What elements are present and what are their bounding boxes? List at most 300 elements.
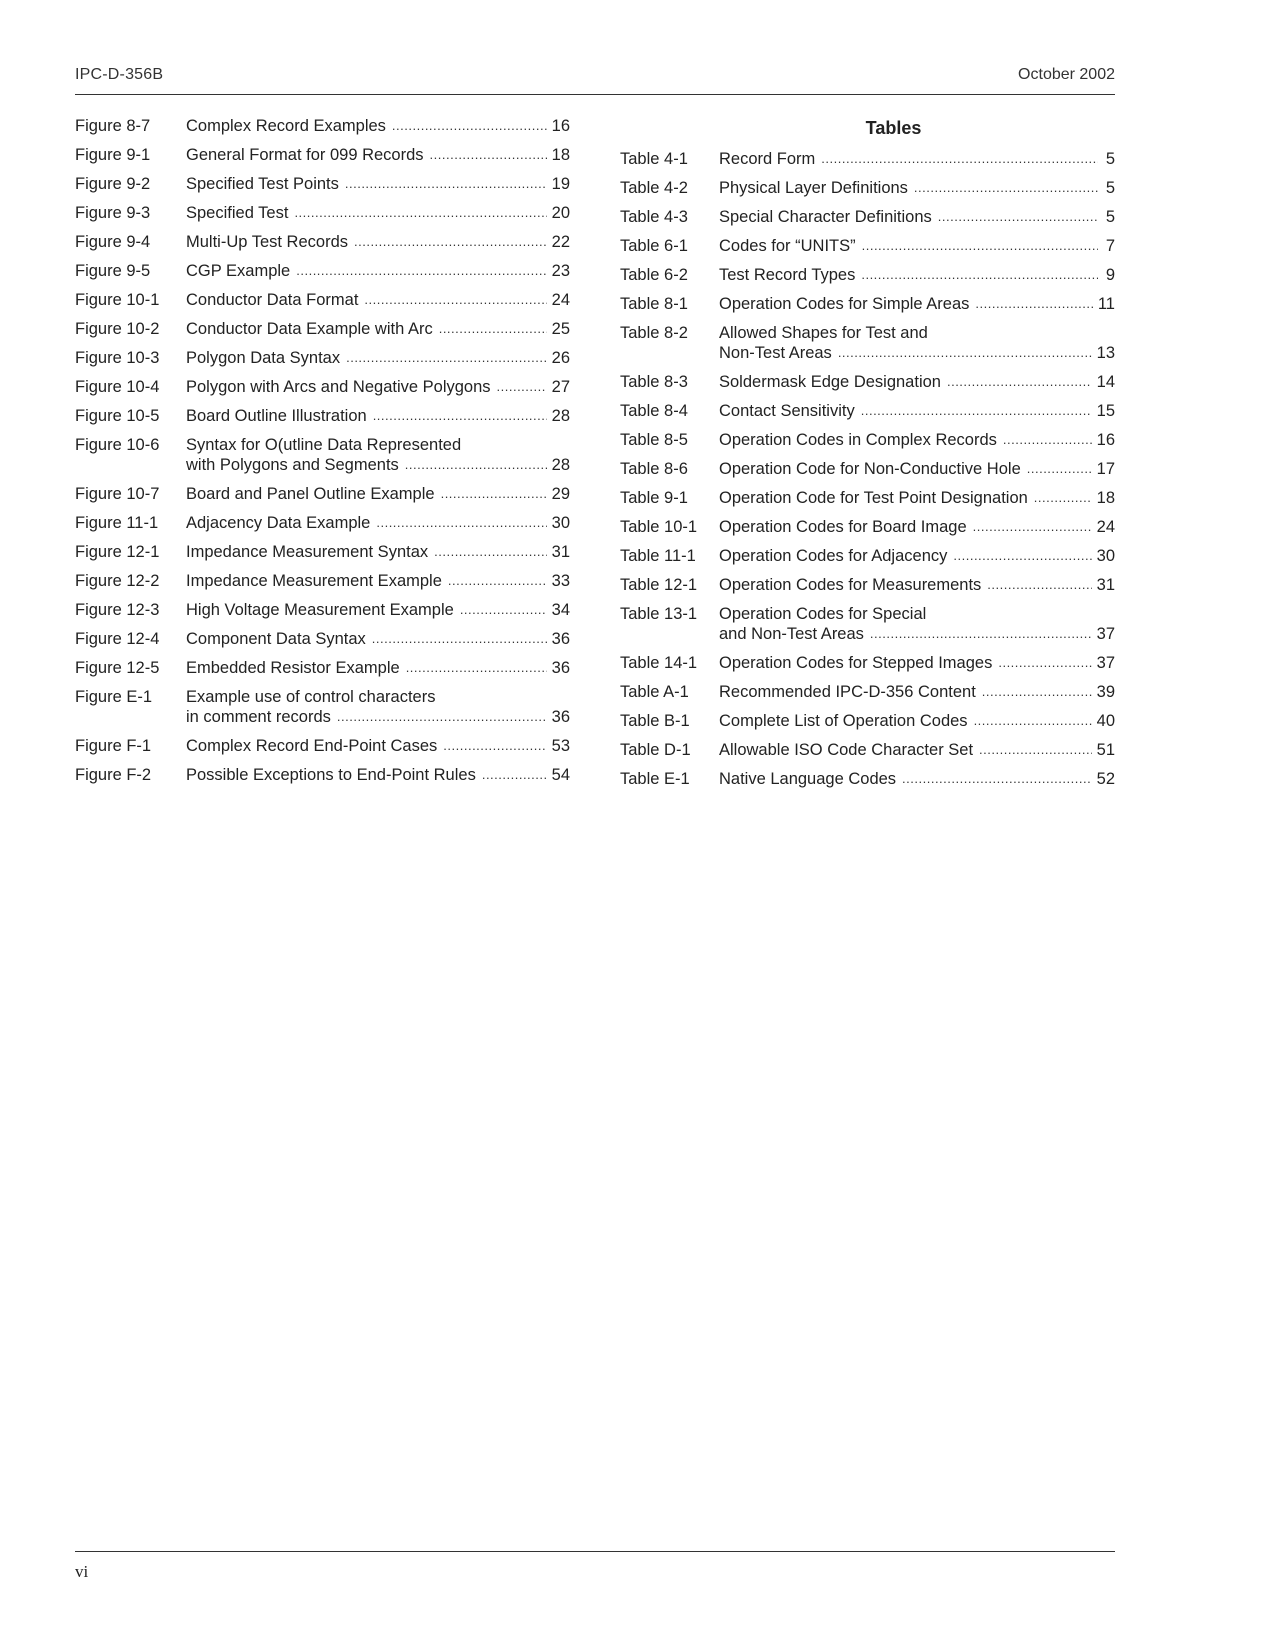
table-title-block bbox=[719, 323, 1115, 363]
figure-number: Figure 9-2 bbox=[75, 175, 151, 193]
figure-page-number: 27 bbox=[551, 378, 570, 396]
dot-leader bbox=[443, 736, 546, 756]
table-page-number: 16 bbox=[1096, 431, 1115, 449]
figure-page-number: 34 bbox=[551, 601, 570, 619]
table-number: Table 8-2 bbox=[620, 324, 688, 342]
table-number: Table 4-2 bbox=[620, 179, 688, 197]
table-title-line bbox=[719, 372, 1115, 392]
figure-title: Component Data Syntax bbox=[186, 630, 366, 648]
figure-page-number: 25 bbox=[551, 320, 570, 338]
figure-title: with Polygons and Segments bbox=[186, 456, 399, 474]
table-page-number: 11 bbox=[1097, 295, 1115, 313]
table-number: Table 8-5 bbox=[620, 431, 688, 449]
dot-leader bbox=[821, 149, 1098, 169]
figure-title-line bbox=[186, 406, 570, 426]
dot-leader bbox=[337, 707, 547, 727]
table-title: Test Record Types bbox=[719, 266, 856, 284]
table-title-block bbox=[719, 546, 1115, 566]
table-entry[interactable] bbox=[620, 149, 1115, 169]
figure-title: Polygon with Arcs and Negative Polygons bbox=[186, 378, 491, 396]
figure-title-block bbox=[186, 116, 570, 136]
page-header bbox=[75, 64, 1115, 95]
table-title-line bbox=[719, 178, 1115, 198]
table-title-line bbox=[719, 711, 1115, 731]
figure-title-block bbox=[186, 736, 570, 756]
figure-title-line bbox=[186, 658, 570, 678]
figure-title-block bbox=[186, 319, 570, 339]
table-entry[interactable] bbox=[620, 178, 1115, 198]
table-title-block bbox=[719, 604, 1115, 644]
dot-leader bbox=[1003, 430, 1092, 450]
figure-title-block bbox=[186, 600, 570, 620]
table-title: Operation Codes for Special bbox=[719, 605, 927, 623]
figure-page-number: 28 bbox=[551, 407, 570, 425]
dot-leader bbox=[902, 769, 1092, 789]
figure-number: Figure 12-1 bbox=[75, 543, 160, 561]
dot-leader bbox=[861, 401, 1092, 421]
table-title: Operation Codes for Board Image bbox=[719, 518, 967, 536]
table-title: Operation Code for Non-Conductive Hole bbox=[719, 460, 1021, 478]
table-title-block bbox=[719, 682, 1115, 702]
table-entry[interactable] bbox=[620, 207, 1115, 227]
figure-title: Possible Exceptions to End-Point Rules bbox=[186, 766, 476, 784]
dot-leader bbox=[439, 319, 547, 339]
table-entry[interactable] bbox=[620, 546, 1115, 566]
figure-title: General Format for 099 Records bbox=[186, 146, 424, 164]
table-title-block bbox=[719, 459, 1115, 479]
figure-title-line bbox=[186, 765, 570, 785]
dot-leader bbox=[406, 658, 547, 678]
table-number: Table 6-1 bbox=[620, 237, 688, 255]
figure-number: Figure 12-2 bbox=[75, 572, 160, 590]
table-page-number: 40 bbox=[1096, 712, 1115, 730]
figure-entry[interactable] bbox=[75, 145, 570, 165]
table-title: Recommended IPC-D-356 Content bbox=[719, 683, 976, 701]
figure-title: Specified Test Points bbox=[186, 175, 339, 193]
figure-page-number: 24 bbox=[551, 291, 570, 309]
table-entry[interactable] bbox=[620, 372, 1115, 392]
dot-leader bbox=[862, 236, 1098, 256]
table-number: Table 8-4 bbox=[620, 402, 688, 420]
figure-number: Figure 10-1 bbox=[75, 291, 160, 309]
figure-title: Multi-Up Test Records bbox=[186, 233, 348, 251]
table-entry[interactable] bbox=[620, 604, 1115, 644]
dot-leader bbox=[460, 600, 547, 620]
table-page-number: 17 bbox=[1096, 460, 1115, 478]
table-title: Operation Codes in Complex Records bbox=[719, 431, 997, 449]
figure-number: Figure E-1 bbox=[75, 688, 153, 706]
figure-page-number: 30 bbox=[551, 514, 570, 532]
dot-leader bbox=[296, 261, 546, 281]
table-entry[interactable] bbox=[620, 236, 1115, 256]
table-number: Table D-1 bbox=[620, 741, 691, 759]
figure-title: Adjacency Data Example bbox=[186, 514, 371, 532]
figure-entry[interactable] bbox=[75, 261, 570, 281]
figure-title-line bbox=[186, 232, 570, 252]
table-number: Table A-1 bbox=[620, 683, 689, 701]
document-date: October 2002 bbox=[1018, 66, 1115, 83]
figure-title-line bbox=[186, 174, 570, 194]
table-title-line bbox=[719, 575, 1115, 595]
table-entry[interactable] bbox=[620, 459, 1115, 479]
figure-title-line bbox=[186, 377, 570, 397]
table-page-number: 37 bbox=[1096, 654, 1115, 672]
dot-leader bbox=[441, 484, 547, 504]
table-title-line bbox=[719, 294, 1115, 314]
table-page-number: 5 bbox=[1105, 150, 1115, 168]
figure-page-number: 23 bbox=[551, 262, 570, 280]
table-title: Soldermask Edge Designation bbox=[719, 373, 941, 391]
figure-title: Specified Test bbox=[186, 204, 289, 222]
figure-number: Figure 9-4 bbox=[75, 233, 151, 251]
figure-page-number: 33 bbox=[551, 572, 570, 590]
table-title-block bbox=[719, 207, 1115, 227]
dot-leader bbox=[497, 377, 547, 397]
figure-number: Figure 10-6 bbox=[75, 436, 160, 454]
table-title-line bbox=[719, 265, 1115, 285]
table-entry[interactable] bbox=[620, 430, 1115, 450]
figure-page-number: 20 bbox=[551, 204, 570, 222]
table-title-block bbox=[719, 149, 1115, 169]
table-number: Table E-1 bbox=[620, 770, 690, 788]
dot-leader bbox=[346, 348, 547, 368]
figure-title-line bbox=[186, 629, 570, 649]
figure-title: Embedded Resistor Example bbox=[186, 659, 400, 677]
dot-leader bbox=[405, 455, 547, 475]
table-number: Table 4-1 bbox=[620, 150, 688, 168]
figure-title: Polygon Data Syntax bbox=[186, 349, 341, 367]
page-number: vi bbox=[75, 1562, 89, 1581]
figure-number: Figure 12-5 bbox=[75, 659, 160, 677]
figure-title-line bbox=[186, 542, 570, 562]
tables-list bbox=[620, 116, 1115, 798]
figure-entry[interactable] bbox=[75, 513, 570, 533]
table-title-block bbox=[719, 265, 1115, 285]
table-title-block bbox=[719, 430, 1115, 450]
table-title: Operation Codes for Adjacency bbox=[719, 547, 948, 565]
figure-title-block bbox=[186, 406, 570, 426]
dot-leader bbox=[938, 207, 1098, 227]
figure-page-number: 36 bbox=[551, 630, 570, 648]
table-page-number: 14 bbox=[1096, 373, 1115, 391]
table-entry[interactable] bbox=[620, 323, 1115, 363]
table-title: Special Character Definitions bbox=[719, 208, 932, 226]
figure-title: Conductor Data Example with Arc bbox=[186, 320, 433, 338]
figure-number: Figure F-1 bbox=[75, 737, 152, 755]
table-title-line bbox=[719, 517, 1115, 537]
figure-entry[interactable] bbox=[75, 319, 570, 339]
table-title-line bbox=[719, 546, 1115, 566]
table-title-line bbox=[719, 682, 1115, 702]
table-entry[interactable] bbox=[620, 488, 1115, 508]
table-entry[interactable] bbox=[620, 769, 1115, 789]
figure-entry[interactable] bbox=[75, 232, 570, 252]
dot-leader bbox=[345, 174, 547, 194]
table-page-number: 30 bbox=[1096, 547, 1115, 565]
table-title-block bbox=[719, 711, 1115, 731]
figure-title-block bbox=[186, 348, 570, 368]
figure-title-line bbox=[186, 736, 570, 756]
dot-leader bbox=[975, 294, 1092, 314]
figure-entry[interactable] bbox=[75, 484, 570, 504]
figure-title-block bbox=[186, 765, 570, 785]
table-title-line bbox=[719, 624, 1115, 644]
figures-list bbox=[75, 116, 570, 794]
figure-title-line bbox=[186, 290, 570, 310]
dot-leader bbox=[979, 740, 1092, 760]
dot-leader bbox=[294, 203, 546, 223]
table-page-number: 37 bbox=[1096, 625, 1115, 643]
table-number: Table B-1 bbox=[620, 712, 690, 730]
table-title: Non-Test Areas bbox=[719, 344, 832, 362]
figure-page-number: 28 bbox=[551, 456, 570, 474]
dot-leader bbox=[354, 232, 547, 252]
figure-title-line bbox=[186, 319, 570, 339]
table-title: Native Language Codes bbox=[719, 770, 897, 788]
table-page-number: 31 bbox=[1096, 576, 1115, 594]
dot-leader bbox=[1027, 459, 1092, 479]
figure-entry[interactable] bbox=[75, 116, 570, 136]
figure-title: Complex Record End-Point Cases bbox=[186, 737, 438, 755]
dot-leader bbox=[1034, 488, 1092, 508]
table-entry[interactable] bbox=[620, 265, 1115, 285]
figure-page-number: 53 bbox=[551, 737, 570, 755]
dot-leader bbox=[982, 682, 1092, 702]
table-title-line bbox=[719, 488, 1115, 508]
dot-leader bbox=[974, 711, 1092, 731]
figure-entry[interactable] bbox=[75, 174, 570, 194]
table-page-number: 52 bbox=[1096, 770, 1115, 788]
figure-title-block bbox=[186, 658, 570, 678]
figure-entry[interactable] bbox=[75, 203, 570, 223]
figure-title-block bbox=[186, 261, 570, 281]
figure-page-number: 19 bbox=[551, 175, 570, 193]
figure-title-line bbox=[186, 435, 570, 455]
figure-title-block bbox=[186, 687, 570, 727]
table-title-block bbox=[719, 740, 1115, 760]
page-footer bbox=[75, 1551, 1115, 1581]
table-number: Table 4-3 bbox=[620, 208, 688, 226]
table-entry[interactable] bbox=[620, 682, 1115, 702]
figure-title-line bbox=[186, 455, 570, 475]
figure-page-number: 16 bbox=[551, 117, 570, 135]
table-page-number: 7 bbox=[1105, 237, 1115, 255]
table-number: Table 10-1 bbox=[620, 518, 698, 536]
figure-entry[interactable] bbox=[75, 687, 570, 727]
figure-page-number: 22 bbox=[551, 233, 570, 251]
figure-title: Complex Record Examples bbox=[186, 117, 386, 135]
dot-leader bbox=[430, 145, 547, 165]
dot-leader bbox=[434, 542, 547, 562]
figure-title-block bbox=[186, 203, 570, 223]
dot-leader bbox=[914, 178, 1098, 198]
figure-title-line bbox=[186, 261, 570, 281]
figure-title-line bbox=[186, 116, 570, 136]
figure-title: Board and Panel Outline Example bbox=[186, 485, 435, 503]
table-title-line bbox=[719, 401, 1115, 421]
table-title: and Non-Test Areas bbox=[719, 625, 864, 643]
figure-entry[interactable] bbox=[75, 377, 570, 397]
figure-title-block bbox=[186, 571, 570, 591]
table-number: Table 14-1 bbox=[620, 654, 698, 672]
figure-title: Conductor Data Format bbox=[186, 291, 359, 309]
table-title: Operation Code for Test Point Designation bbox=[719, 489, 1028, 507]
table-page-number: 5 bbox=[1105, 179, 1115, 197]
table-title-block bbox=[719, 575, 1115, 595]
dot-leader bbox=[838, 343, 1092, 363]
table-entry[interactable] bbox=[620, 653, 1115, 673]
figure-title-block bbox=[186, 629, 570, 649]
table-title-block bbox=[719, 401, 1115, 421]
figure-number: Figure 10-2 bbox=[75, 320, 160, 338]
figure-page-number: 54 bbox=[551, 766, 570, 784]
figure-title-block bbox=[186, 542, 570, 562]
figure-title: CGP Example bbox=[186, 262, 291, 280]
table-number: Table 12-1 bbox=[620, 576, 698, 594]
figure-title-line bbox=[186, 348, 570, 368]
table-title: Contact Sensitivity bbox=[719, 402, 855, 420]
dot-leader bbox=[973, 517, 1092, 537]
figure-entry[interactable] bbox=[75, 600, 570, 620]
dot-leader bbox=[953, 546, 1091, 566]
table-page-number: 13 bbox=[1096, 344, 1115, 362]
table-number: Table 6-2 bbox=[620, 266, 688, 284]
figure-entry[interactable] bbox=[75, 435, 570, 475]
figure-entry[interactable] bbox=[75, 658, 570, 678]
figure-entry[interactable] bbox=[75, 736, 570, 756]
table-entry[interactable] bbox=[620, 517, 1115, 537]
dot-leader bbox=[372, 629, 547, 649]
figure-number: Figure 12-3 bbox=[75, 601, 160, 619]
figure-title-block bbox=[186, 435, 570, 475]
figure-page-number: 31 bbox=[551, 543, 570, 561]
figure-title: High Voltage Measurement Example bbox=[186, 601, 454, 619]
table-title-line bbox=[719, 323, 1115, 343]
table-title-line bbox=[719, 207, 1115, 227]
table-title-block bbox=[719, 236, 1115, 256]
figure-title-line bbox=[186, 484, 570, 504]
table-entry[interactable] bbox=[620, 575, 1115, 595]
table-title-line bbox=[719, 236, 1115, 256]
table-entry[interactable] bbox=[620, 401, 1115, 421]
table-title: Operation Codes for Measurements bbox=[719, 576, 982, 594]
figure-title-block bbox=[186, 513, 570, 533]
figure-number: Figure 10-4 bbox=[75, 378, 160, 396]
figure-entry[interactable] bbox=[75, 406, 570, 426]
table-title: Physical Layer Definitions bbox=[719, 179, 908, 197]
table-number: Table 8-3 bbox=[620, 373, 688, 391]
table-title-line bbox=[719, 740, 1115, 760]
table-title-block bbox=[719, 294, 1115, 314]
figure-title-block bbox=[186, 484, 570, 504]
table-title: Record Form bbox=[719, 150, 816, 168]
table-title-line bbox=[719, 149, 1115, 169]
table-title-block bbox=[719, 372, 1115, 392]
table-title-line bbox=[719, 459, 1115, 479]
figure-title: Example use of control characters bbox=[186, 688, 436, 706]
figure-title-line bbox=[186, 203, 570, 223]
dot-leader bbox=[998, 653, 1091, 673]
table-title-line bbox=[719, 653, 1115, 673]
figure-title-block bbox=[186, 232, 570, 252]
figure-title-line bbox=[186, 513, 570, 533]
table-entry[interactable] bbox=[620, 711, 1115, 731]
table-page-number: 15 bbox=[1096, 402, 1115, 420]
table-title-block bbox=[719, 769, 1115, 789]
table-entry[interactable] bbox=[620, 740, 1115, 760]
figure-page-number: 36 bbox=[551, 708, 570, 726]
figure-number: Figure 10-5 bbox=[75, 407, 160, 425]
figure-title-block bbox=[186, 377, 570, 397]
table-number: Table 8-6 bbox=[620, 460, 688, 478]
table-title-block bbox=[719, 517, 1115, 537]
dot-leader bbox=[448, 571, 547, 591]
figure-number: Figure 9-1 bbox=[75, 146, 151, 164]
dot-leader bbox=[376, 513, 546, 533]
figure-page-number: 29 bbox=[551, 485, 570, 503]
figure-entry[interactable] bbox=[75, 290, 570, 310]
figure-number: Figure 10-3 bbox=[75, 349, 160, 367]
table-title-line bbox=[719, 604, 1115, 624]
table-title: Allowable ISO Code Character Set bbox=[719, 741, 974, 759]
figure-entry[interactable] bbox=[75, 542, 570, 562]
dot-leader bbox=[987, 575, 1091, 595]
table-number: Table 9-1 bbox=[620, 489, 688, 507]
table-title-block bbox=[719, 488, 1115, 508]
figure-title-line bbox=[186, 600, 570, 620]
table-page-number: 9 bbox=[1105, 266, 1115, 284]
figure-page-number: 36 bbox=[551, 659, 570, 677]
table-title: Operation Codes for Simple Areas bbox=[719, 295, 970, 313]
figure-entry[interactable] bbox=[75, 571, 570, 591]
figure-entry[interactable] bbox=[75, 765, 570, 785]
table-page-number: 51 bbox=[1096, 741, 1115, 759]
figure-number: Figure 8-7 bbox=[75, 117, 151, 135]
table-title: Complete List of Operation Codes bbox=[719, 712, 968, 730]
figure-title: Board Outline Illustration bbox=[186, 407, 367, 425]
table-entry[interactable] bbox=[620, 294, 1115, 314]
table-page-number: 5 bbox=[1105, 208, 1115, 226]
figure-title: Impedance Measurement Example bbox=[186, 572, 442, 590]
figure-page-number: 18 bbox=[551, 146, 570, 164]
figure-title: in comment records bbox=[186, 708, 331, 726]
figure-title-line bbox=[186, 571, 570, 591]
figure-page-number: 26 bbox=[551, 349, 570, 367]
table-page-number: 39 bbox=[1096, 683, 1115, 701]
figure-number: Figure F-2 bbox=[75, 766, 152, 784]
figure-number: Figure 10-7 bbox=[75, 485, 160, 503]
figure-title: Impedance Measurement Syntax bbox=[186, 543, 429, 561]
table-title-line bbox=[719, 430, 1115, 450]
figure-title: Syntax for O(utline Data Represented bbox=[186, 436, 462, 454]
dot-leader bbox=[947, 372, 1092, 392]
dot-leader bbox=[482, 765, 547, 785]
figure-title-line bbox=[186, 707, 570, 727]
figure-number: Figure 9-3 bbox=[75, 204, 151, 222]
table-title: Allowed Shapes for Test and bbox=[719, 324, 928, 342]
figure-entry[interactable] bbox=[75, 629, 570, 649]
table-title-line bbox=[719, 343, 1115, 363]
figure-title-line bbox=[186, 145, 570, 165]
dot-leader bbox=[870, 624, 1092, 644]
table-number: Table 13-1 bbox=[620, 605, 698, 623]
figure-number: Figure 12-4 bbox=[75, 630, 160, 648]
figure-number: Figure 9-5 bbox=[75, 262, 151, 280]
figure-title-line bbox=[186, 687, 570, 707]
dot-leader bbox=[364, 290, 546, 310]
table-page-number: 18 bbox=[1096, 489, 1115, 507]
figure-entry[interactable] bbox=[75, 348, 570, 368]
